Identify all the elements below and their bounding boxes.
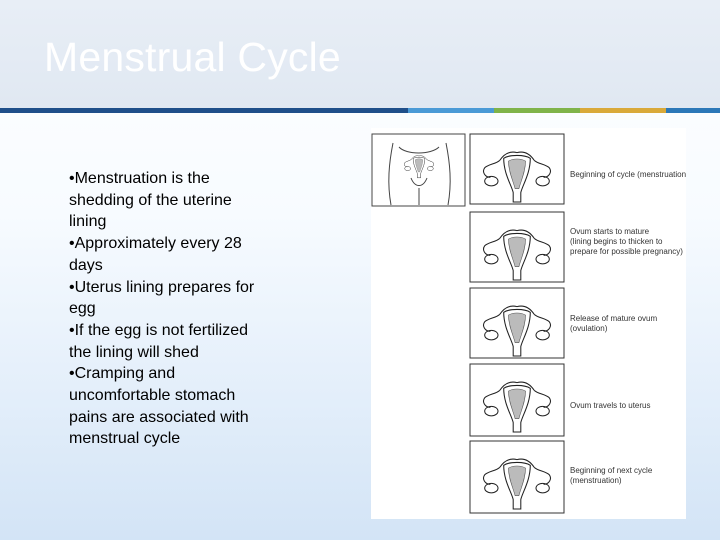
stage-4 [470,364,564,436]
bullet-line: the lining will shed [69,343,199,361]
stage-4-caption: Ovum travels to uterus [570,401,651,410]
body-outline-icon [372,134,465,206]
stage-3-caption: Release of mature ovum [570,314,658,323]
stage-2-caption-line3: prepare for possible pregnancy) [570,247,683,256]
bullet-line: •Approximately every 28 [69,235,242,253]
bullet-line: lining [69,213,107,231]
stage-5-caption: Beginning of next cycle [570,466,653,475]
bullet-line: •Uterus lining prepares for [69,278,255,296]
stage-2-caption-line2: (lining begins to thicken to [570,237,663,246]
stage-5 [470,441,564,513]
bullet-line: pains are associated with [69,408,249,426]
bullet-line: •Cramping and [69,365,176,383]
stripe-3 [494,108,580,113]
bullet-line: uncomfortable stomach [69,387,236,405]
stage-1 [470,134,564,204]
stage-2 [470,212,564,282]
bullet-line: egg [69,300,96,318]
stage-2-caption: Ovum starts to mature [570,227,650,236]
stripe-1 [0,108,408,113]
stage-1-caption: Beginning of cycle (menstruation) [570,170,686,179]
stripe-5 [666,108,720,113]
bullet-line: menstrual cycle [69,430,181,448]
bullet-line: days [69,256,103,274]
bullet-line: shedding of the uterine [69,191,232,209]
bullet-line: •If the egg is not fertilized [69,321,249,339]
stripe-2 [408,108,494,113]
stage-5-caption-line2: (menstruation) [570,476,622,485]
stage-3-caption-line2: (ovulation) [570,324,608,333]
slide-title: Menstrual Cycle [44,34,341,80]
stage-3 [470,288,564,358]
bullet-list [69,168,291,450]
accent-stripes [0,108,720,113]
stripe-4 [580,108,666,113]
menstrual-cycle-diagram [371,128,686,519]
bullet-line: •Menstruation is the [69,170,210,187]
